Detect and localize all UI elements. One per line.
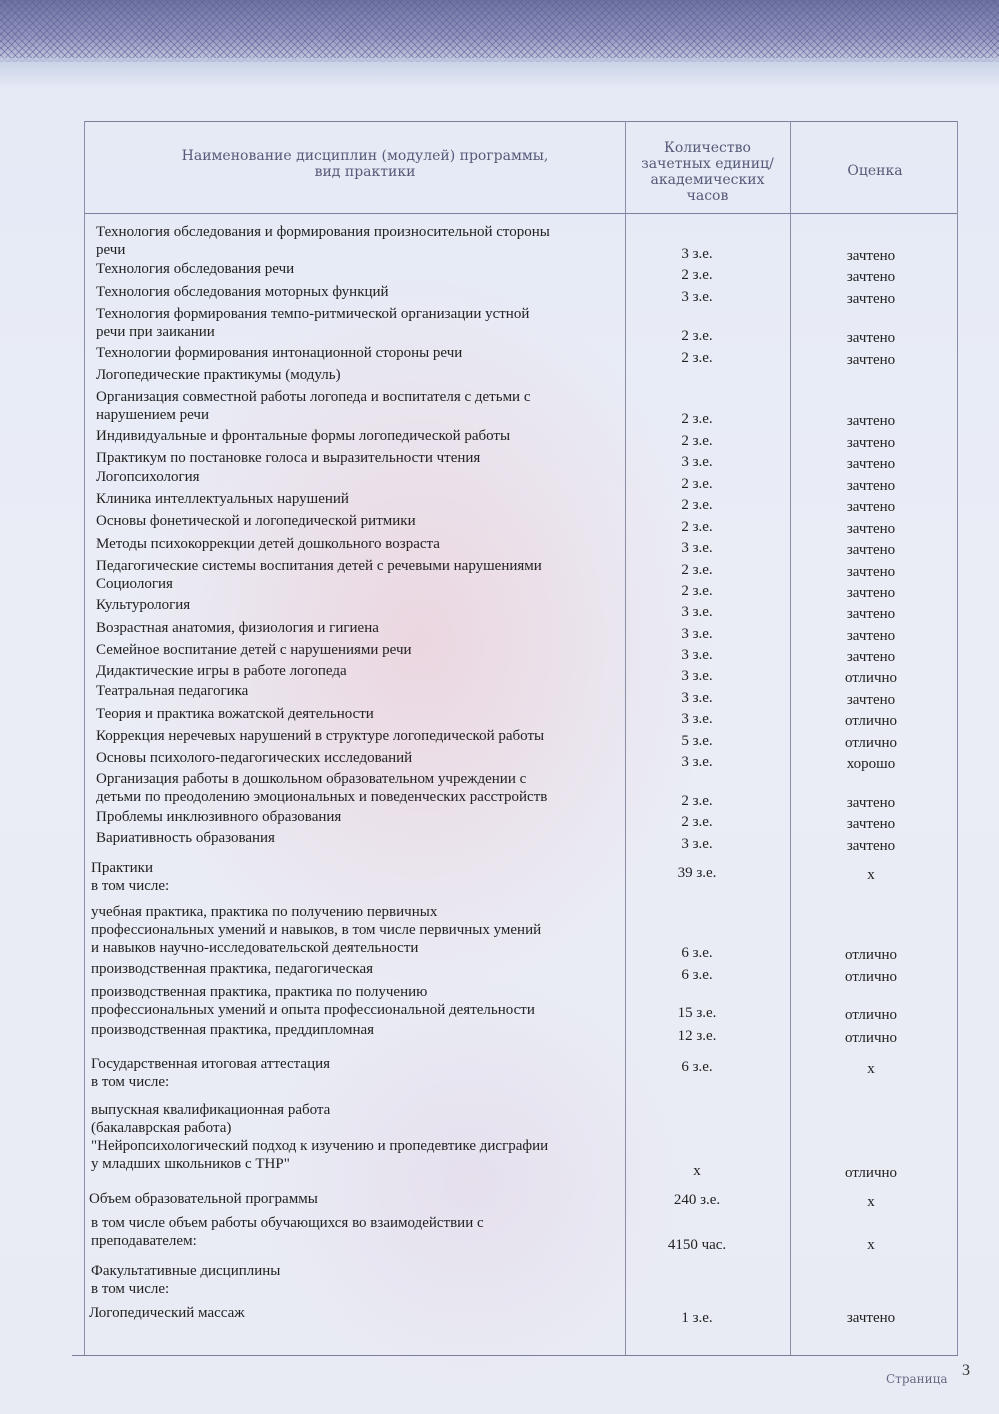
- discipline-grade: зачтено: [846, 606, 896, 622]
- discipline-name: Возрастная анатомия, физиология и гигиена: [96, 620, 379, 636]
- thesis-grade: отлично: [844, 1165, 898, 1181]
- discipline-grade: зачтено: [846, 542, 896, 558]
- practice-units: 6 з.е.: [681, 967, 713, 983]
- discipline-units: 3 з.е.: [681, 836, 713, 852]
- practice-name: учебная практика, практика по получению первичных профессиональных умений и навыков, в том числе первичных умений и навыков научно-исследовательской деятельности: [91, 904, 542, 956]
- discipline-name: Логопсихология: [96, 469, 200, 485]
- discipline-name: Проблемы инклюзивного образования: [96, 809, 342, 825]
- guilloche-fade: [0, 58, 999, 88]
- volume-contact-grade: x: [867, 1237, 875, 1253]
- discipline-units: 2 з.е.: [681, 411, 713, 427]
- discipline-units: 2 з.е.: [681, 814, 713, 830]
- discipline-name: Организация работы в дошкольном образовательном учреждении с детьми по преодолению эмоциональных и поведенческих расстройств: [96, 771, 548, 805]
- discipline-units: 2 з.е.: [681, 476, 713, 492]
- optional-units: 1 з.е.: [681, 1310, 713, 1326]
- discipline-grade: зачтено: [846, 435, 896, 451]
- discipline-name: Технология обследования моторных функций: [96, 284, 389, 300]
- discipline-grade: зачтено: [846, 269, 896, 285]
- discipline-units: 2 з.е.: [681, 497, 713, 513]
- discipline-grade: зачтено: [846, 521, 896, 537]
- discipline-units: 5 з.е.: [681, 733, 713, 749]
- discipline-grade: отлично: [844, 713, 898, 729]
- practice-name: производственная практика, преддипломная: [91, 1022, 375, 1038]
- discipline-units: 3 з.е.: [681, 626, 713, 642]
- thesis-units: x: [693, 1163, 701, 1179]
- practices-grade: x: [867, 867, 875, 883]
- volume-title: Объем образовательной программы: [89, 1191, 318, 1207]
- thesis-description: выпускная квалификационная работа (бакалаврская работа) "Нейропсихологический подход к изучению и пропедевтике дисграфии у младших школьников с ТНР": [91, 1102, 549, 1172]
- discipline-name: Технологии формирования интонационной стороны речи: [96, 345, 463, 361]
- header-discipline: Наименование дисциплин (модулей) программы, вид практики: [181, 148, 549, 180]
- discipline-grade: зачтено: [846, 291, 896, 307]
- discipline-name: Технология формирования темпо-ритмической организации устной речи при заикании: [96, 306, 530, 340]
- discipline-grade: зачтено: [846, 499, 896, 515]
- discipline-name: Социология: [96, 576, 173, 592]
- discipline-grade: зачтено: [846, 692, 896, 708]
- discipline-grade: зачтено: [846, 248, 896, 264]
- practice-grade: отлично: [844, 947, 898, 963]
- discipline-grade: зачтено: [846, 478, 896, 494]
- attestation-grade: x: [867, 1061, 875, 1077]
- discipline-units: 3 з.е.: [681, 540, 713, 556]
- discipline-units: 2 з.е.: [681, 328, 713, 344]
- discipline-name: Театральная педагогика: [96, 683, 249, 699]
- discipline-grade: зачтено: [846, 585, 896, 601]
- discipline-name: Практикум по постановке голоса и выразительности чтения: [96, 450, 481, 466]
- discipline-units: 2 з.е.: [681, 433, 713, 449]
- discipline-grade: хорошо: [846, 756, 896, 772]
- header-units: Количество зачетных единиц/ академических часов: [641, 140, 774, 204]
- discipline-name: Коррекция неречевых нарушений в структуре логопедической работы: [96, 728, 545, 744]
- practices-title: Практики в том числе:: [91, 860, 170, 894]
- practice-units: 12 з.е.: [677, 1028, 717, 1044]
- practice-units: 6 з.е.: [681, 945, 713, 961]
- discipline-name: Организация совместной работы логопеда и воспитателя с детьми с нарушением речи: [96, 389, 531, 423]
- discipline-name: Методы психокоррекции детей дошкольного возраста: [96, 536, 440, 552]
- volume-grade: x: [867, 1194, 875, 1210]
- discipline-units: 3 з.е.: [681, 754, 713, 770]
- practice-grade: отлично: [844, 1030, 898, 1046]
- discipline-units: 3 з.е.: [681, 454, 713, 470]
- discipline-name: Теория и практика вожатской деятельности: [96, 706, 374, 722]
- practice-units: 15 з.е.: [677, 1005, 717, 1021]
- practice-name: производственная практика, педагогическая: [91, 961, 374, 977]
- attestation-title: Государственная итоговая аттестация в том числе:: [91, 1056, 331, 1090]
- discipline-grade: зачтено: [846, 838, 896, 854]
- page-label: Страница: [886, 1372, 948, 1386]
- discipline-name: Основы фонетической и логопедической ритмики: [96, 513, 416, 529]
- header-grade: Оценка: [847, 163, 903, 179]
- practices-units: 39 з.е.: [677, 865, 717, 881]
- discipline-units: 3 з.е.: [681, 647, 713, 663]
- discipline-units: 3 з.е.: [681, 668, 713, 684]
- page-number: 3: [962, 1362, 970, 1379]
- discipline-name: Технология обследования и формирования произносительной стороны речи: [96, 224, 550, 258]
- optional-item: Логопедический массаж: [89, 1305, 245, 1321]
- optional-grade: зачтено: [846, 1310, 896, 1326]
- discipline-name: Педагогические системы воспитания детей с речевыми нарушениями: [96, 558, 542, 574]
- discipline-name: Технология обследования речи: [96, 261, 295, 277]
- discipline-grade: отлично: [844, 670, 898, 686]
- practice-grade: отлично: [844, 969, 898, 985]
- discipline-name: Культурология: [96, 597, 191, 613]
- practice-grade: отлично: [844, 1007, 898, 1023]
- practice-name: производственная практика, практика по получению профессиональных умений и опыта профессиональной деятельности: [91, 984, 535, 1018]
- discipline-name: Логопедические практикумы (модуль): [96, 367, 341, 383]
- discipline-units: 2 з.е.: [681, 562, 713, 578]
- discipline-units: 2 з.е.: [681, 793, 713, 809]
- discipline-grade: зачтено: [846, 564, 896, 580]
- discipline-units: 3 з.е.: [681, 246, 713, 262]
- volume-contact-hours: 4150 час.: [667, 1237, 727, 1253]
- discipline-grade: зачтено: [846, 330, 896, 346]
- discipline-units: 2 з.е.: [681, 350, 713, 366]
- discipline-units: 2 з.е.: [681, 583, 713, 599]
- volume-contact-hours-label: в том числе объем работы обучающихся во взаимодействии с преподавателем:: [91, 1215, 484, 1249]
- discipline-grade: зачтено: [846, 413, 896, 429]
- discipline-grade: зачтено: [846, 816, 896, 832]
- discipline-name: Семейное воспитание детей с нарушениями речи: [96, 642, 412, 658]
- discipline-units: 3 з.е.: [681, 604, 713, 620]
- discipline-grade: зачтено: [846, 352, 896, 368]
- discipline-units: 3 з.е.: [681, 289, 713, 305]
- discipline-grade: зачтено: [846, 649, 896, 665]
- discipline-name: Клиника интеллектуальных нарушений: [96, 491, 349, 507]
- discipline-name: Основы психолого-педагогических исследований: [96, 750, 413, 766]
- discipline-name: Вариативность образования: [96, 830, 275, 846]
- discipline-units: 3 з.е.: [681, 690, 713, 706]
- optional-title: Факультативные дисциплины в том числе:: [91, 1263, 281, 1297]
- guilloche-border: [0, 0, 999, 62]
- discipline-units: 2 з.е.: [681, 519, 713, 535]
- discipline-name: Индивидуальные и фронтальные формы логопедической работы: [96, 428, 511, 444]
- volume-units: 240 з.е.: [673, 1192, 721, 1208]
- discipline-grade: зачтено: [846, 628, 896, 644]
- discipline-units: 3 з.е.: [681, 711, 713, 727]
- discipline-grade: зачтено: [846, 795, 896, 811]
- discipline-grade: отлично: [844, 735, 898, 751]
- discipline-grade: зачтено: [846, 456, 896, 472]
- attestation-units: 6 з.е.: [681, 1059, 713, 1075]
- discipline-name: Дидактические игры в работе логопеда: [96, 663, 347, 679]
- discipline-units: 2 з.е.: [681, 267, 713, 283]
